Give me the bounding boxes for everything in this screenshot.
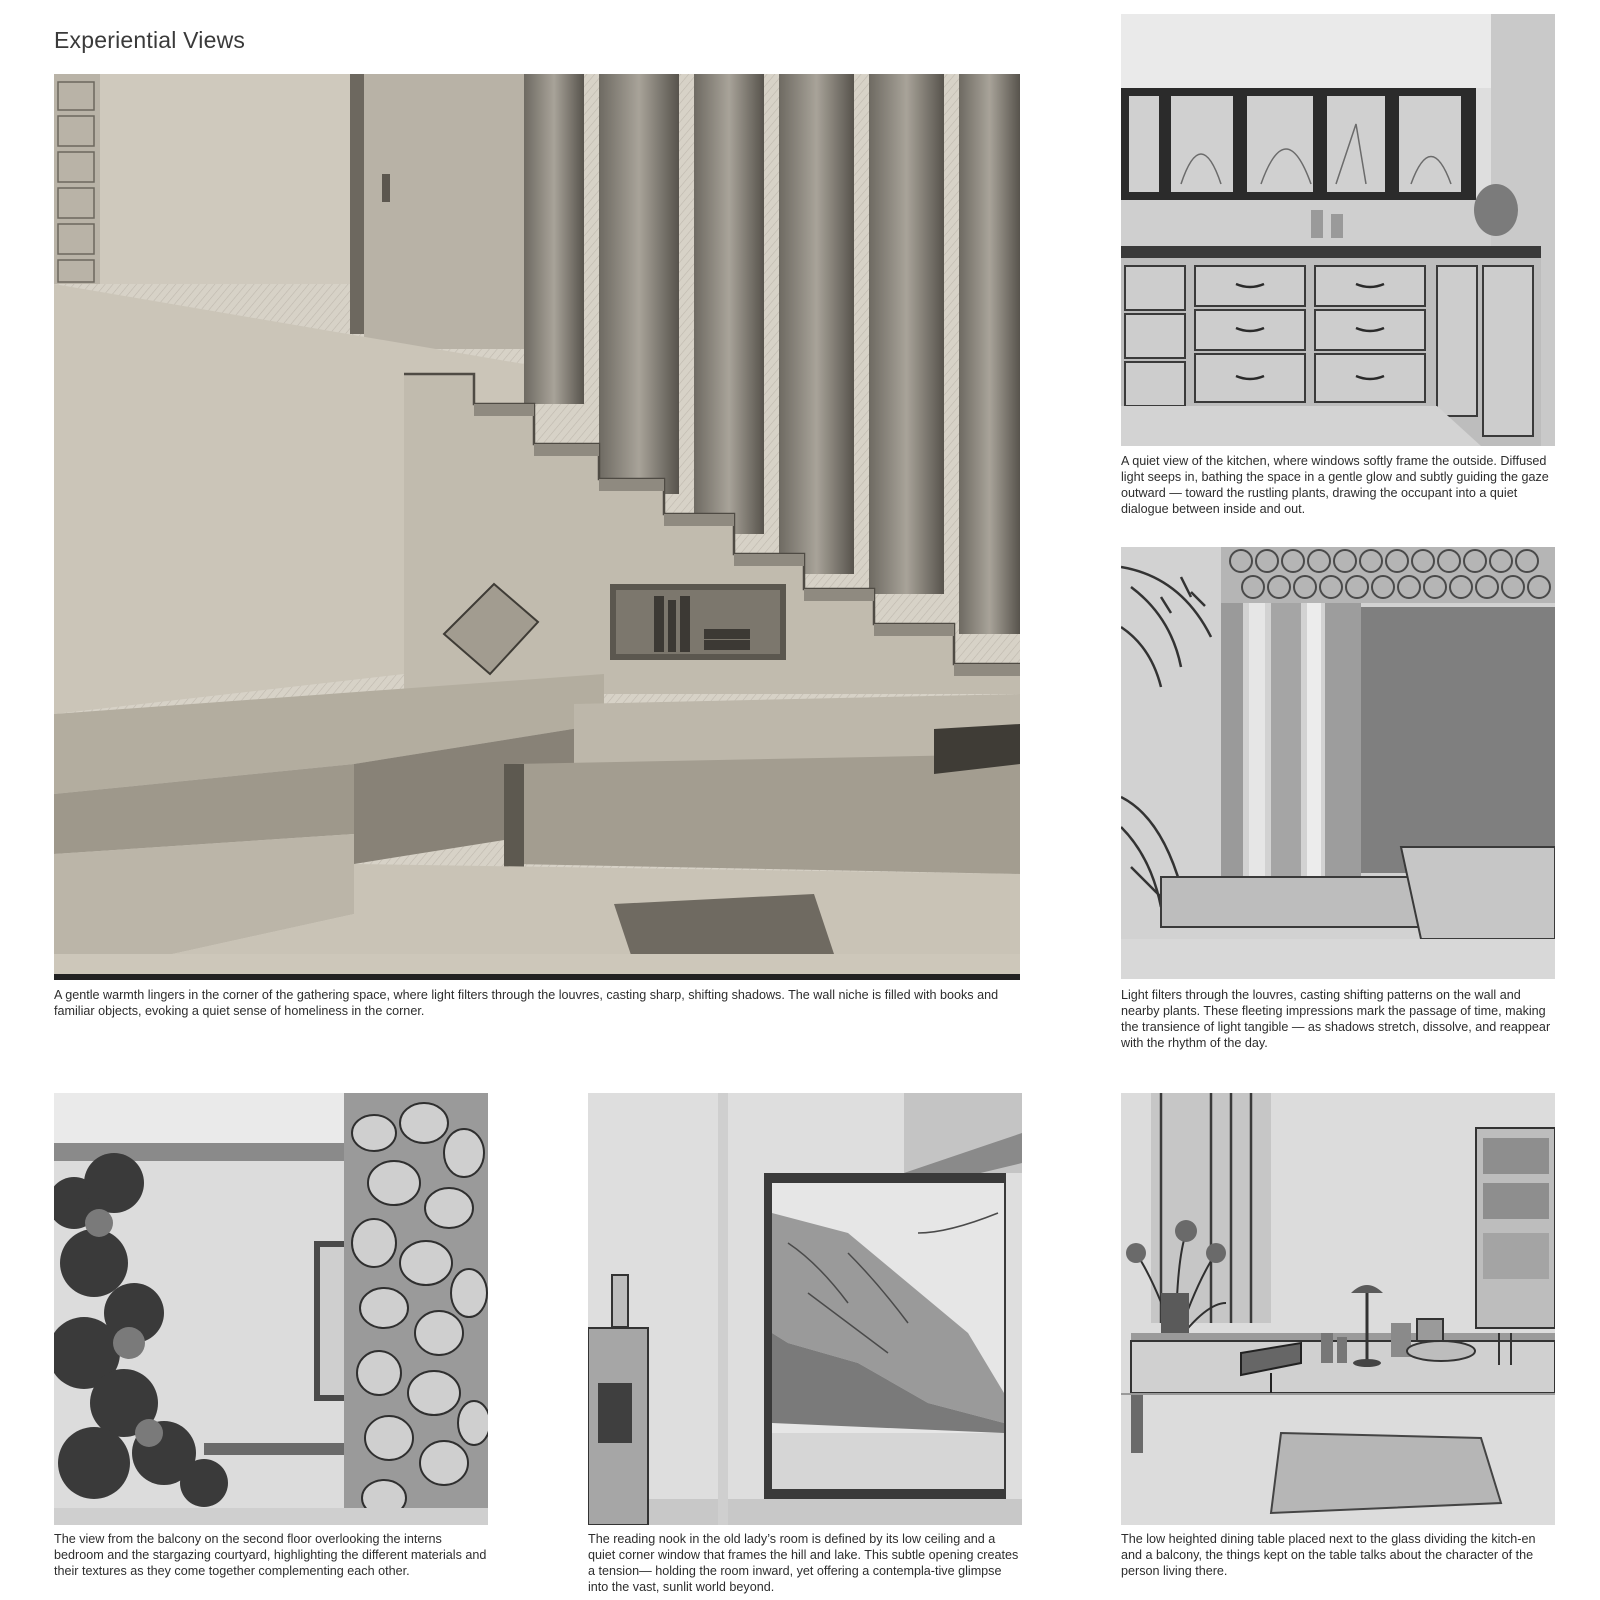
balcony-caption: The view from the balcony on the second floor overlooking the interns bedroom and the stargazing courtyard, highlighting the different materials and their textures as they come together complementing each other. [54,1532,487,1578]
page-title: Experiential Views [54,27,246,54]
dining-caption: The low heighted dining table placed next to the glass dividing the kitch-en and a balcony, the things kept on the table talks about the character of the person living there. [1121,1532,1536,1578]
louvres-caption: Light filters through the louvres, casting shifting patterns on the wall and nearby plants. These fleeting impressions mark the passage of time, making the transience of light tangible — as shadows stretch, dissolve, and reappear with the rhythm of the day. [1121,988,1551,1050]
louvres-light-sketch [1121,547,1555,979]
kitchen-caption: A quiet view of the kitchen, where windows softly frame the outside. Diffused light seeps in, bathing the space in a gentle glow and subtly guiding the gaze outward — toward the rustling plants, drawing the occupant into a quiet dialogue between inside and out. [1121,454,1549,516]
reading-nook-caption: The reading nook in the old lady’s room is defined by its low ceiling and a quiet corner window that frames the hill and lake. This subtle opening creates a tension— holding the room inward, yet offering a contempla-tive glimpse into the vast, sunlit world beyond. [588,1532,1019,1594]
reading-nook-sketch [588,1093,1022,1525]
dining-table-sketch [1121,1093,1555,1525]
kitchen-sketch [1121,14,1555,446]
gathering-space-sketch [54,74,1020,980]
balcony-view-sketch [54,1093,488,1525]
gathering-space-caption: A gentle warmth lingers in the corner of the gathering space, where light filters through the louvres, casting sharp, shifting shadows. The wall niche is filled with books and familiar objects, evoking a quiet sense of homeliness in the corner. [54,988,999,1018]
